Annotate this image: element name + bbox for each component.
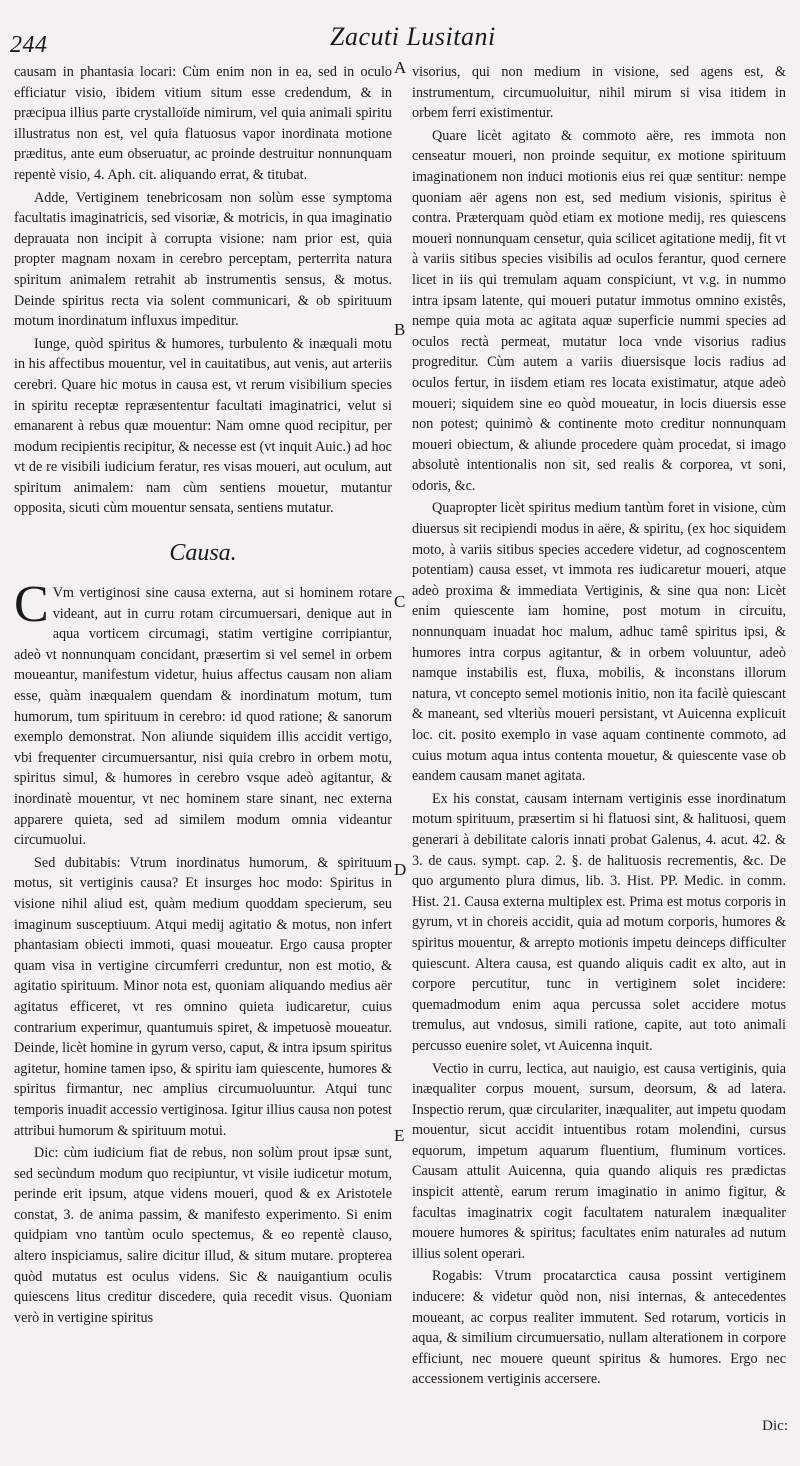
catchword: Dic: (762, 1418, 788, 1434)
left-column (14, 62, 392, 1330)
margin-letter-b: B (394, 320, 406, 339)
margin-letter-c: C (394, 592, 406, 611)
right-paragraph-5: Vectio in curru, lectica, aut nauigio, est causa vertiginis, quia inæqualiter corpus mouent, sursum, deorsum, & ad latera. Inspectio rerum, quæ circulariter, inæqualiter, aut impetu quodam mouentur, sicut accidit intuentibus rotam molendini, cursus equorum, impetum aquarum fluentium, fluminum vortices. Causam attulit Auicenna, quia quando aliquis res prædictas inspicit attentè, earum rerum imaginatio in animo figitur, & facultas imaginatrix cogit facultatem naturalem inæqualiter mouere humores & spiritus; facultates enim naturales ad nutum illius solent operari. (412, 1060, 786, 1262)
running-title: Zacuti Lusitani (330, 22, 496, 51)
left-paragraph-3: Iunge, quòd spiritus & humores, turbulento & inæquali motu in his affectibus mouentur, vel in cauitatibus, aut venis, aut arteriis cerebri. Quare hic motus in causa est, vt rerum visibilium species in spiritu receptæ repræsententur facultati imaginatrici, velut si emanarent à rebus quæ mouentur: Nam omne quod recipitur, per modum recipientis recipitur, & necesse est (vt inquit Auic.) ad hoc vt de re visibili iudicium feratur, res visas moueri, aut oculum, aut spiritum animalem: nam cùm sentiens mouetur, mutantur opposita, sicuti cùm mouentur sensata, sentiens mutatur. (14, 335, 392, 517)
drop-capital: C (14, 576, 49, 634)
left-paragraph-1: causam in phantasia locari: Cùm enim non in ea, sed in oculo efficiatur visio, ibidem vitium situm esse credendum, & in præcipua illius parte crystalloïde nimirum, vel quia animali spiritu illustratus non est, vel quia flatuosus vapor inordinata motione præditus, ante eum obseruatur, ac proinde destruitur nonnunquam repentè visio, 4. Aph. cit. aliquando errat, & titubat. (14, 64, 392, 183)
right-paragraph-1: visorius, qui non medium in visione, sed agens est, & instrumentum, circumuoluitur, nihil mirum si visa itidem in orbem ferri existimentur. (412, 64, 786, 122)
left-paragraph-2: Adde, Vertiginem tenebricosam non solùm esse symptoma facultatis imaginatricis, sed visoriæ, & motricis, in qua imaginatio deprauata non incipit à corrupta visione: nam prior est, quia propter magnam noxam in cerebro perceptam, perterrita natura spiritum animalem retrahit ab instrumentis sensus, & motus. Deinde spiritus recta via solent communicari, & ob spirituum motum inordinatum influxus impeditur. (14, 189, 392, 330)
left-paragraph-5: Sed dubitabis: Vtrum inordinatus humorum, & spirituum motus, sit vertiginis causa? Et insurges hoc modo: Spiritus in visione nihil aliud est, quàm medium quoddam specierum, seu imaginum susceptiuum. Atqui medij agitatio & motus, non infert phantasiam obiecti immoti, quasi moueatur. Ergo causa propter quam visa in vertigine circumferri creduntur, non est motio, & agitatio spirituum. Minor nota est, quoniam aliquando medius aër agitatus efficeret, vt res omnino quieta iudicaretur, cuius contrarium experimur, quantumuis spiret, & impetuosè moueatur. Deinde, licèt homine in gyrum verso, caput, & intra ipsum spiritus agitetur, homine tamen ipso, & spiritu iam quiescente, humores & spiritus firmantur, nec amplius circumuoluuntur. Atqui tunc temporis inuadit accessio vertiginosa. Igitur illius causa non potest attribui humorum & spirituum motui. (14, 854, 392, 1139)
right-paragraph-6: Rogabis: Vtrum procatarctica causa possint vertiginem inducere: & videtur quòd non, nisi internas, & antecedentes moueant, ac corpus realiter immutent. Sed rotarum, vorticis in aqua, & similium circumuersatio, nullam alterationem in corpore efficiunt, nec mouere queunt spiritus & humores. Ergo nec accessionem vertiginis accersere. (412, 1268, 786, 1388)
right-paragraph-2: Quare licèt agitato & commoto aëre, res immota non censeatur moueri, non proinde sequitur, ex motione spirituum imaginationem non induci motionis eius rei quæ sentitur: nempe quoniam aër agens non est, sed medium visionis, spiritus è contra. Præterquam quòd etiam ex motione medij, res quiescens moueri nonnunquam censetur, quia scilicet agitatione medij, fit vt à variis sitibus species visibilis ad oculos ferantur, quod cernere licet in iis qui tremulam aquam conspiciunt, vt v.g. in nummo intra ipsam latente, qui moueri putatur immotus omnino existês, nempe quia mota ac agitata aquæ superficie nummi species ad oculos rectà permeat, mutatur loca vnde visorius radius progreditur. Cùm autem a variis diuersisque locis radius ad oculos fertur, in iisdem etiam res locata existimatur, atque adeò moueri; siquidem sine eo quòd moueatur, in locis diuersis esse non potest; quinimò & continente moto creditur nonnunquam moueri obiectum, & aliunde procedere quàm procedat, si imago absolutè intentionalis non sit, sed realis & corporea, vt soni, odoris, &c. (412, 127, 786, 494)
right-paragraph-4: Ex his constat, causam internam vertiginis esse inordinatum motum spirituum, præsertim si hi flatuosi sint, & halituosi, quem generari à debilitate caloris innati probat Galenus, 4. acut. 42. & 3. de caus. sympt. cap. 2. §. de halituosis recrementis, &c. De quo argumento plura dimus, lib. 3. Hist. PP. Medic. in comm. Hist. 21. Causa externa multiplex est. Prima est motus corporis in gyrum, vt in choreis accidit, quia ad motum corporis, humores & spiritus mouentur, & arrepto motionis impetu deinceps difficulter quiescunt. Altera causa, est quando aliquis cadit ex alto, aut in corpore percutitur, tunc in vertiginem solet incidere: quemadmodum enim aqua percussa solet accidere motus tremulus, aut vndosus, simili ratione, capite, aut toto animali percusso euenire solet, vt Auicenna inquit. (412, 790, 786, 1054)
left-paragraph-4 (14, 576, 392, 851)
margin-letter-e: E (394, 1126, 405, 1145)
margin-letter-d: D (394, 860, 407, 879)
margin-letter-a: A (394, 58, 407, 77)
left-paragraph-6: Dic: cùm iudicium fiat de rebus, non solùm prout ipsæ sunt, sed secùndum modum quo recipiuntur, vt visile iudicetur motum, perinde erit ipsum, atque videns moueri, quod & ex Aristotele constat, 3. de anima passim, & manifesto experimento. Si enim quidpiam vno tantùm oculo spectemus, & eo repentè clauso, altero inspiciamus, salire dicitur illud, & situm mutare. propterea quòd mutatus est oculus videns. Sic & nauigantium oculis quiescens litus creditur discedere, quia recedit visus. Quoniam verò in vertigine spiritus (14, 1145, 392, 1326)
left-paragraph-4-text: Vm vertiginosi sine causa externa, aut si hominem rotare videant, aut in curru rotam circumuersari, denique aut in aqua vorticem circumagi, statim vertigine corripiantur, adeò vt nonnunquam concidant, præsertim si vel semel in orbem moueantur, manifestum videtur, huius affectus causam non aliam esse, quàm inæqualem quendam & inordinatum motum, tum humorum, tum spirituum in cerebro: id quod ratione; & sanorum exemplo demonstrat. Non aliunde siquidem illis accidit vertigo, vbi frequenter circumuersantur, nisi quia crebro in orbem motu, spiritus simul, & humores in cerebro vsque adeò agitantur, & inordinatè mouentur, vt nec hominem stare sinant, nec externa apparere quieta, sed ad similem modum omnia videantur circumuolui. (14, 585, 392, 849)
page-number: 244 (10, 32, 48, 58)
right-paragraph-3: Quapropter licèt spiritus medium tantùm foret in visione, cùm diuersus sit recipiendi modus in aëre, & spiritu, (ex hoc siquidem moto, à variis sitibus species accedere videtur, ad cognoscentem potentiam) causa esset, vt immota res iudicaretur moueri, atque adeò proxima & immediata Vertiginis, & sine qua non: Licèt enim quiescente iam homine, post motum in circuitu, nonnunquam inuadat hoc malum, adhuc tamê spiritus ipsi, & humores intra corpus agitantur, & in orbem voluuntur, adeò namque instabilis est, fluxa, mobilis, & inconstans illorum natura, vt concepto semel motionis initio, non ita facilè quiescant & maneant, sed vlteriùs moueri persistant, vt Auicenna explicuit loc. cit. posito exemplo in vase aquam continente commoto, ad cuius motum aqua intus contenta mouetur, & quiescente vase ob eandem causam manet agitata. (412, 500, 786, 785)
right-column (412, 62, 786, 1392)
section-heading-causa: Causa. (169, 540, 237, 567)
